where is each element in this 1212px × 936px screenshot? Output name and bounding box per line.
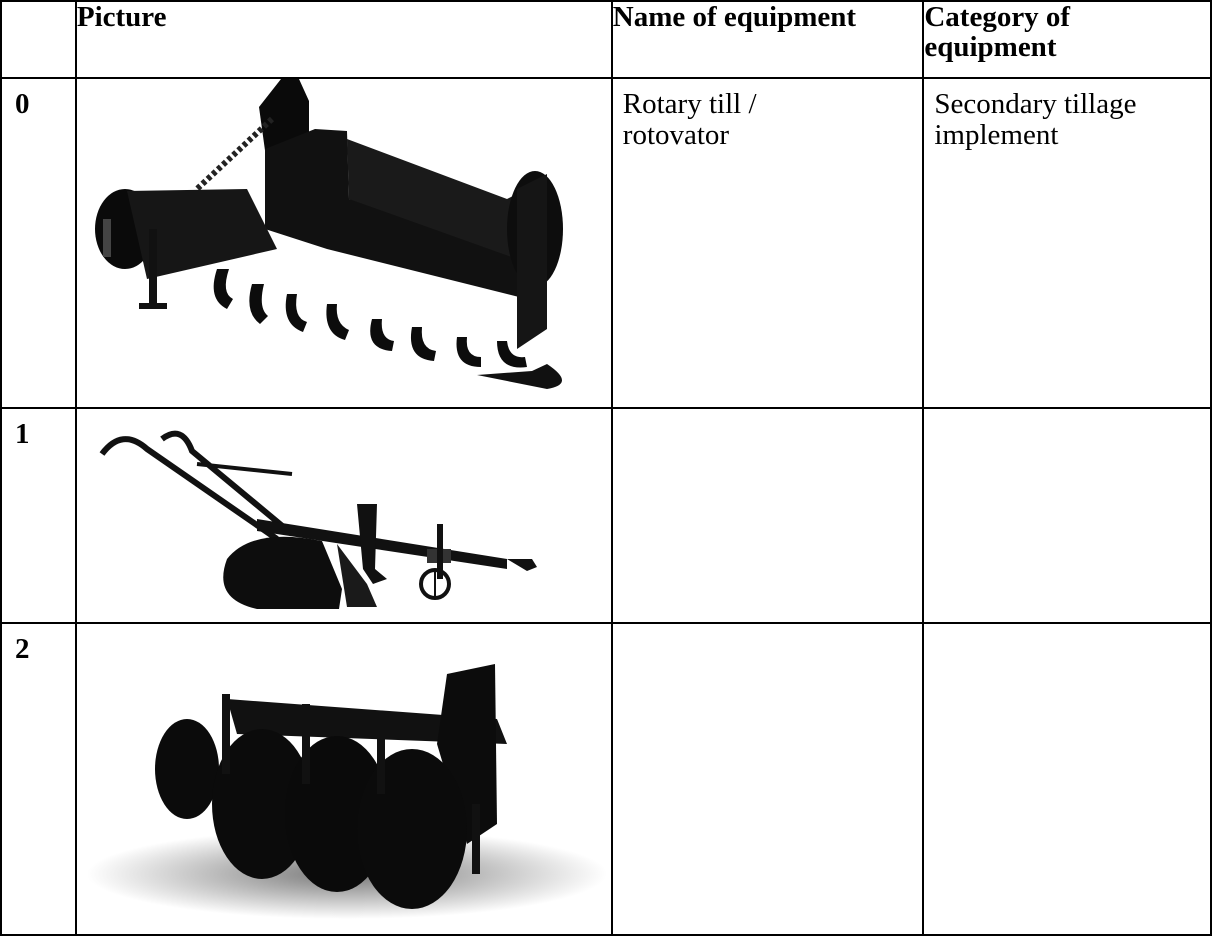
name-line2: rotovator [622, 119, 730, 151]
row-index: 0 [1, 78, 76, 408]
picture-cell [76, 78, 612, 408]
category-line2: implement [934, 119, 1059, 151]
table-row [1, 623, 1211, 935]
category-cell [923, 623, 1211, 935]
category-cell [923, 408, 1211, 623]
table-row [1, 408, 1211, 623]
header-index-cell [1, 1, 76, 78]
header-category-line2: equipment [924, 31, 1057, 63]
header-picture: Picture [76, 1, 612, 78]
name-cell [612, 78, 924, 408]
mouldboard-plough-photo [77, 409, 612, 612]
rotary-tiller-photo [77, 79, 612, 397]
header-name-of-equipment: Name of equipment [612, 1, 924, 78]
picture-cell [76, 408, 612, 623]
table-row [1, 78, 1211, 408]
name-cell [612, 623, 924, 935]
picture-cell [76, 623, 612, 935]
category-line1: Secondary tillage [934, 88, 1137, 120]
row-index: 2 [1, 623, 76, 935]
name-line1: Rotary till / [622, 88, 757, 120]
table-header-row [1, 1, 1211, 78]
row-index: 1 [1, 408, 76, 623]
disc-plough-photo [77, 624, 612, 924]
header-category-line1: Category of [924, 1, 1071, 33]
category-cell [923, 78, 1211, 408]
header-category-of-equipment [923, 1, 1211, 78]
name-cell [612, 408, 924, 623]
